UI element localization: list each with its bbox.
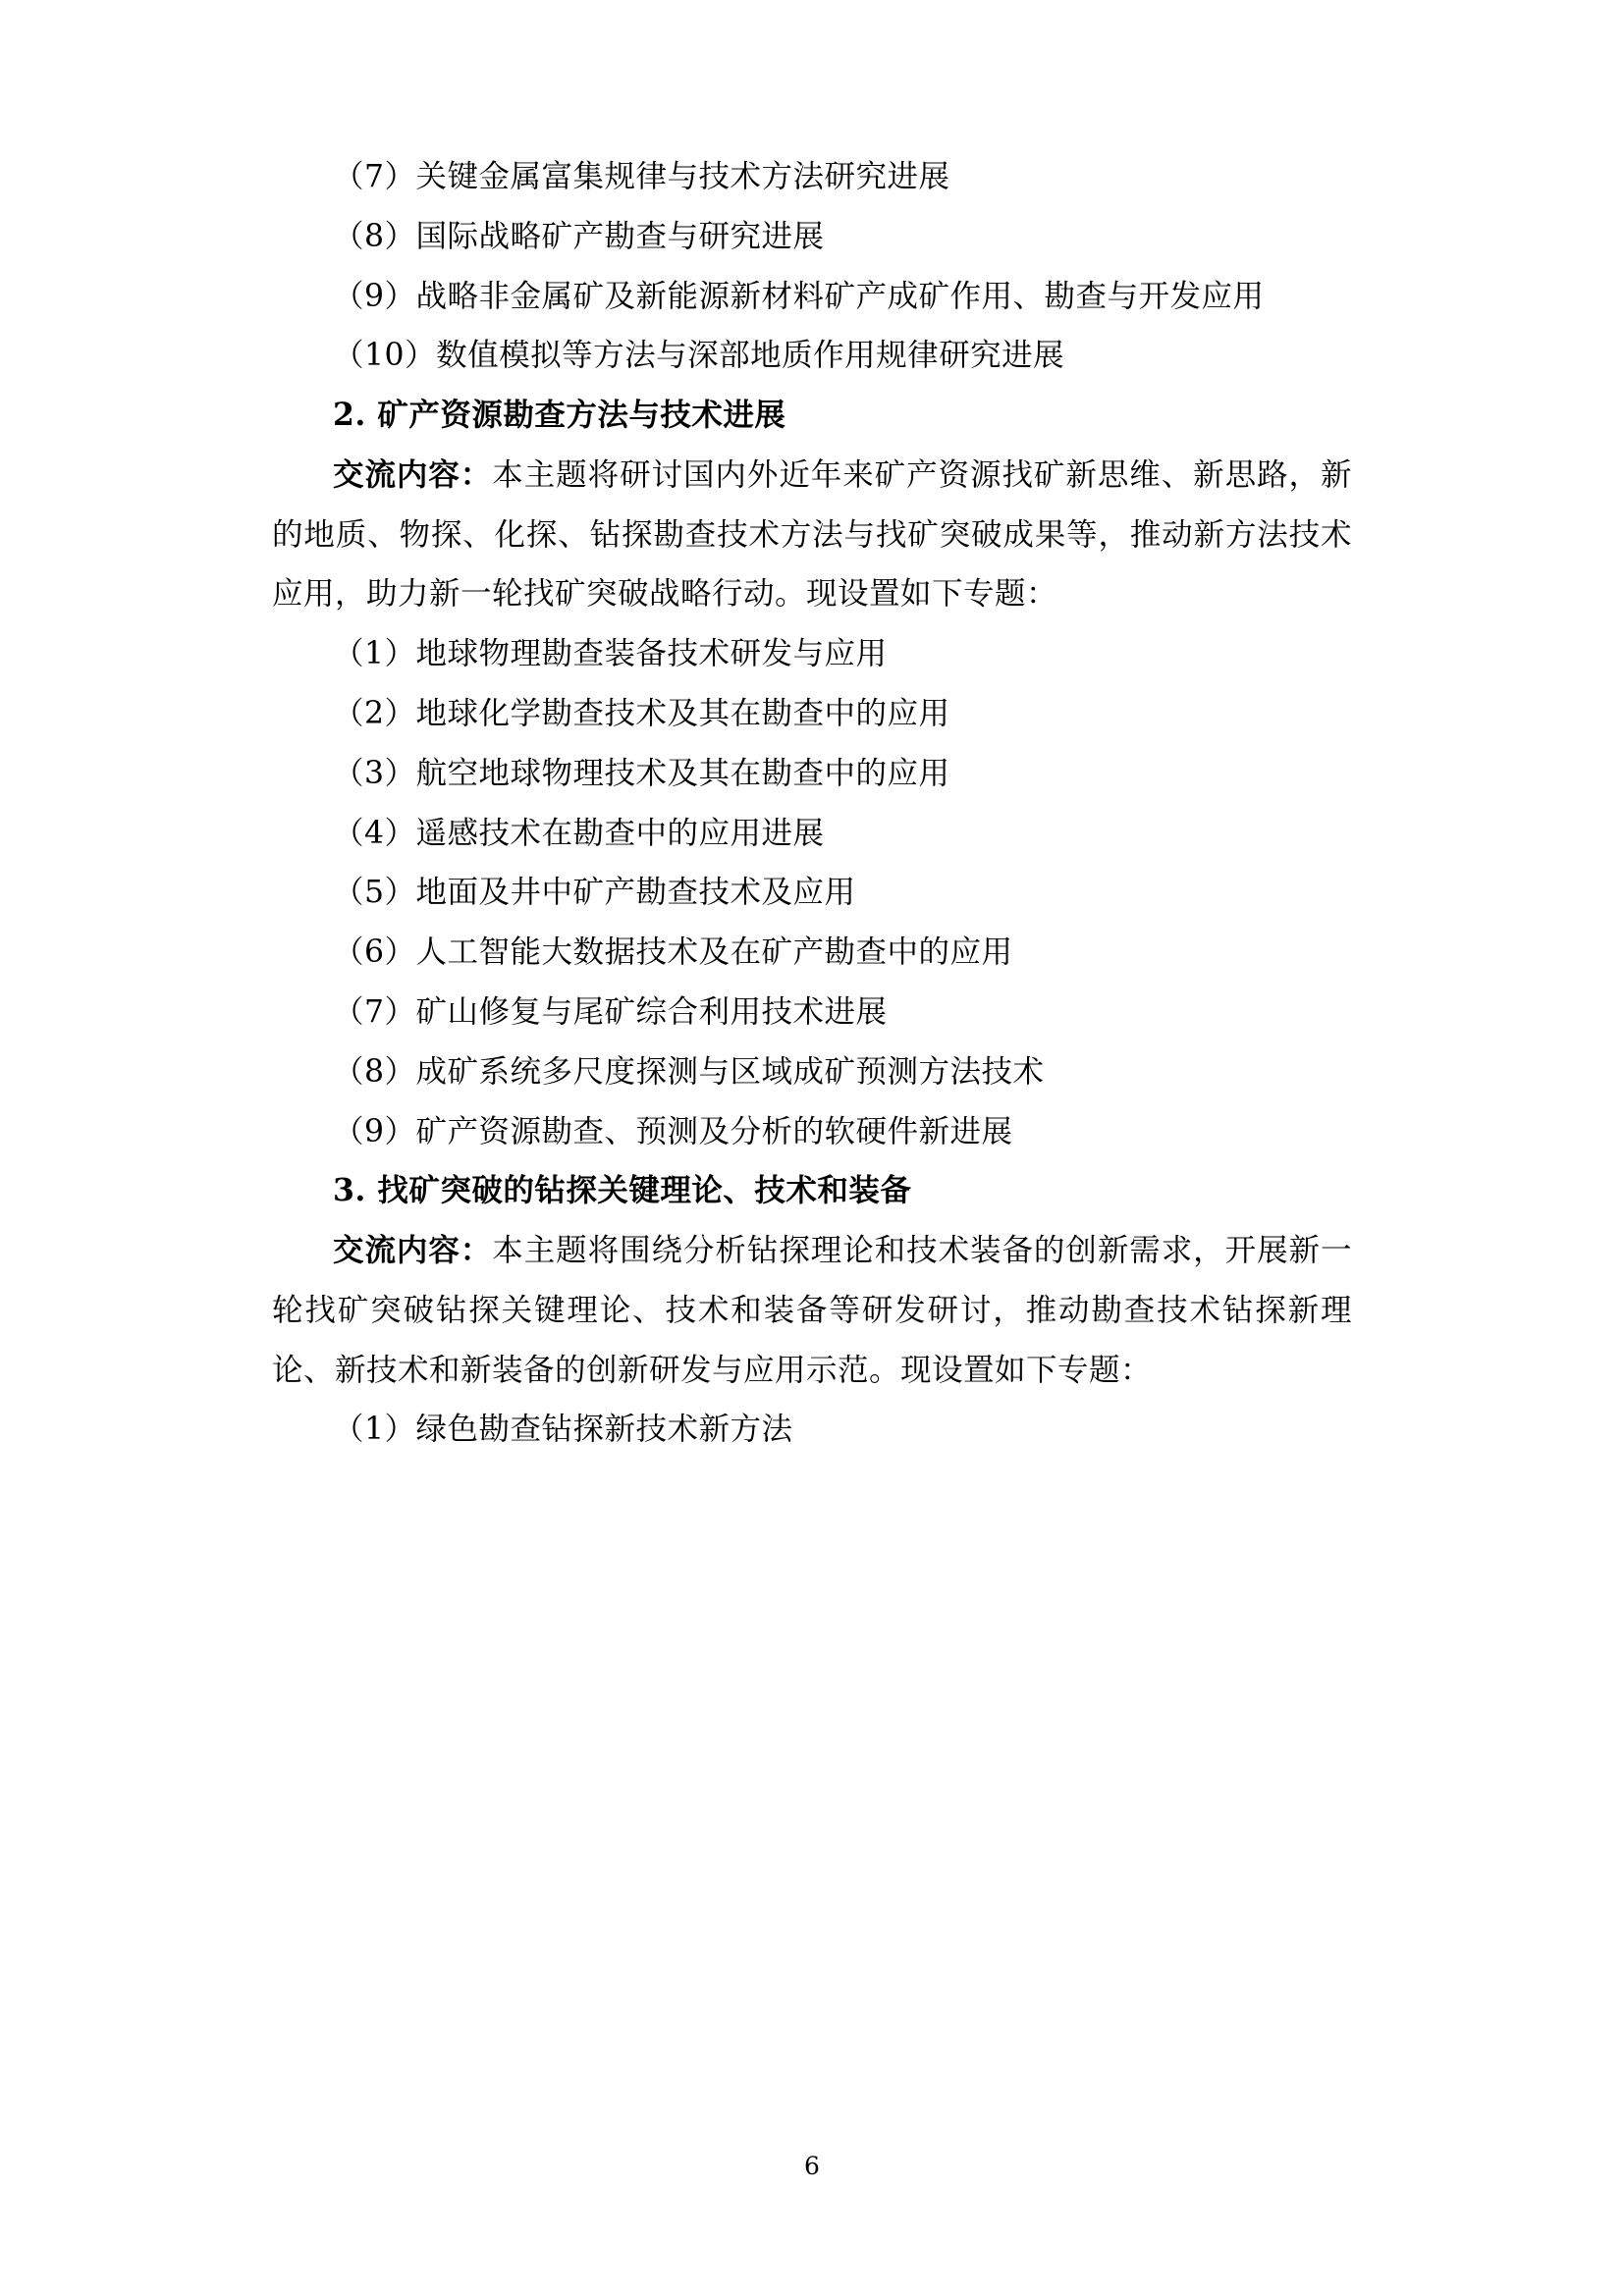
section-heading-3: 3. 找矿突破的钻探关键理论、技术和装备 <box>333 1172 912 1209</box>
list-item: （4）遥感技术在勘查中的应用进展 <box>333 815 825 851</box>
document-body <box>272 147 1352 1460</box>
section-3-description <box>272 1221 1352 1400</box>
list-item: （7）关键金属富集规律与技术方法研究进展 <box>333 159 950 194</box>
list-item: （7）矿山修复与尾矿综合利用技术进展 <box>333 993 888 1030</box>
list-item: （2）地球化学勘查技术及其在勘查中的应用 <box>333 696 950 732</box>
description-text: 本主题将研讨国内外近年来矿产资源找矿新思维、新思路，新的地质、物探、化探、钻探勘查技术方法与找矿突破成果等，推动新方法技术应用，助力新一轮找矿突破战略行动。现设置如下专题： <box>272 456 1352 613</box>
description-label: 交流内容： <box>333 1232 493 1269</box>
list-item: （5）地面及井中矿产勘查技术及应用 <box>333 875 856 911</box>
list-item: （3）航空地球物理技术及其在勘查中的应用 <box>333 755 950 791</box>
list-item: （9）矿产资源勘查、预测及分析的软硬件新进展 <box>333 1113 1013 1149</box>
list-item: （1）绿色勘查钻探新技术新方法 <box>333 1412 793 1448</box>
list-item: （1）地球物理勘查装备技术研发与应用 <box>333 636 888 672</box>
list-item: （9）战略非金属矿及新能源新材料矿产成矿作用、勘查与开发应用 <box>333 278 1265 314</box>
list-item: （10）数值模拟等方法与深部地质作用规律研究进展 <box>333 338 1065 374</box>
list-item: （8）成矿系统多尺度探测与区域成矿预测方法技术 <box>333 1053 1045 1090</box>
section-2-description <box>272 446 1352 624</box>
section-heading-2: 2. 矿产资源勘查方法与技术进展 <box>333 397 786 434</box>
list-item: （8）国际战略矿产勘查与研究进展 <box>333 218 825 254</box>
page-number: 6 <box>804 2152 820 2180</box>
description-text: 本主题将围绕分析钻探理论和技术装备的创新需求，开展新一轮找矿突破钻探关键理论、技术和装备等研发研讨，推动勘查技术钻探新理论、新技术和新装备的创新研发与应用示范。现设置如下专题： <box>272 1233 1352 1388</box>
description-label: 交流内容： <box>333 455 493 493</box>
list-item: （6）人工智能大数据技术及在矿产勘查中的应用 <box>333 934 1013 971</box>
